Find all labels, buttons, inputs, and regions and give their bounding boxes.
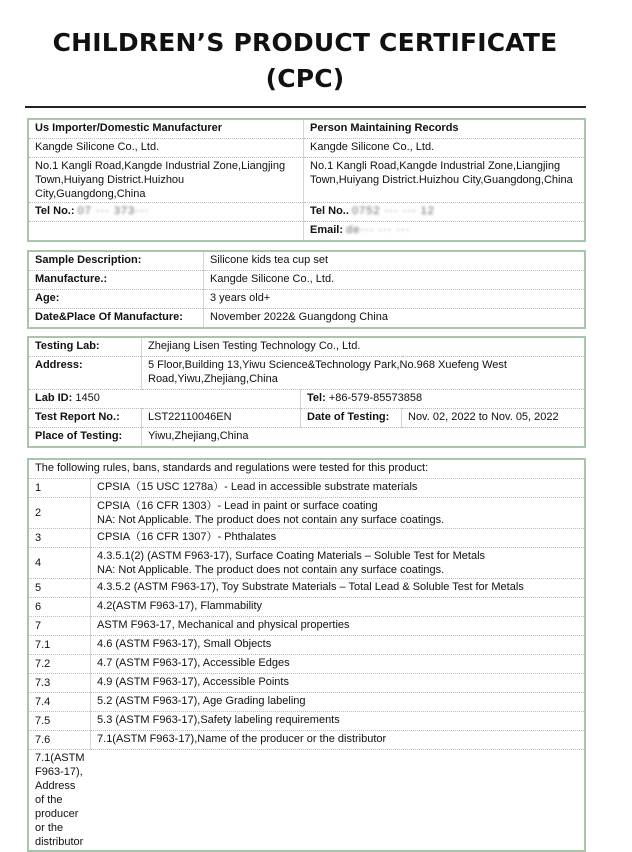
test-row — [28, 636, 585, 655]
records-tel-label: Tel No.. — [310, 205, 349, 217]
sample-row — [28, 309, 585, 329]
test-line: ASTM F963-17, Mechanical and physical properties — [97, 619, 350, 631]
test-row — [28, 731, 585, 750]
test-number: 7.4 — [28, 693, 91, 712]
lab-table — [27, 336, 586, 448]
sample-value: 3 years old+ — [204, 290, 586, 309]
test-row — [28, 598, 585, 617]
test-number: 4 — [28, 548, 91, 579]
report-label: Test Report No.: — [28, 409, 142, 428]
records-name: Kangde Silicone Co., Ltd. — [304, 139, 586, 158]
sample-row — [28, 271, 585, 290]
test-line: 4.3.5.1(2) (ASTM F963-17), Surface Coating Materials – Soluble Test for Metals — [97, 550, 486, 562]
records-email-label: Email: — [310, 224, 344, 236]
test-description — [91, 712, 585, 731]
test-line: 7.1(ASTM F963-17), Address of the producer or the distributor — [28, 750, 91, 852]
test-line: 4.7 (ASTM F963-17), Accessible Edges — [97, 657, 290, 669]
test-line: CPSIA（15 USC 1278a）- Lead in accessible substrate materials — [97, 481, 418, 493]
sample-row — [28, 290, 585, 309]
labid-label: Lab ID: — [35, 392, 73, 404]
date-value: Nov. 02, 2022 to Nov. 05, 2022 — [402, 409, 586, 428]
test-number: 7.3 — [28, 674, 91, 693]
importer-address: No.1 Kangli Road,Kangde Industrial Zone,Liangjing Town,Huiyang District.Huizhou City,Guangdong,China — [28, 158, 304, 203]
test-number: 7.1 — [28, 636, 91, 655]
test-description — [91, 548, 585, 579]
records-tel-value: 0752 ··· ··· 12 — [351, 205, 435, 217]
sample-label: Date&Place Of Manufacture: — [28, 309, 204, 329]
importer-tel-value: 07 ··· 373··· — [77, 205, 150, 217]
test-line: 7.1(ASTM F963-17),Name of the producer or the distributor — [91, 731, 585, 750]
records-email-value: de··· ··· ··· — [346, 224, 411, 236]
records-heading: Person Maintaining Records — [304, 119, 586, 139]
test-line: NA: Not Applicable. The product does not contain any surface coatings. — [97, 514, 445, 526]
importer-heading: Us Importer/Domestic Manufacturer — [28, 119, 304, 139]
sample-value: Kangde Silicone Co., Ltd. — [204, 271, 586, 290]
test-number: 2 — [28, 498, 91, 529]
test-number: 5 — [28, 579, 91, 598]
test-line: 4.9 (ASTM F963-17), Accessible Points — [97, 676, 289, 688]
test-number: 3 — [28, 529, 91, 548]
address-value: 5 Floor,Building 13,Yiwu Science&Technology Park,No.968 Xuefeng West Road,Yiwu,Zhejiang,China — [142, 357, 586, 390]
test-line: CPSIA（16 CFR 1307）- Phthalates — [97, 531, 277, 543]
test-line: 4.3.5.2 (ASTM F963-17), Toy Substrate Materials – Total Lead & Soluble Test for Metals — [97, 581, 524, 593]
sample-label: Age: — [28, 290, 204, 309]
test-line: 4.6 (ASTM F963-17), Small Objects — [97, 638, 272, 650]
test-line: 5.2 (ASTM F963-17), Age Grading labeling — [97, 695, 306, 707]
importer-name: Kangde Silicone Co., Ltd. — [28, 139, 304, 158]
labid-value: 1450 — [75, 392, 100, 404]
test-row — [28, 529, 585, 548]
title-line-1: CHILDREN’S PRODUCT CERTIFICATE — [52, 28, 558, 57]
test-number: 7.2 — [28, 655, 91, 674]
lab-tel-value: +86-579-85573858 — [328, 392, 423, 404]
test-number: 6 — [28, 598, 91, 617]
test-number: 7.5 — [28, 712, 91, 731]
records-address: No.1 Kangli Road,Kangde Industrial Zone,Liangjing Town,Huiyang District.Huizhou City,Guangdong,China — [304, 158, 586, 203]
test-row — [28, 479, 585, 498]
sample-label: Sample Description: — [28, 251, 204, 271]
place-value: Yiwu,Zhejiang,China — [142, 428, 586, 448]
test-description — [91, 479, 585, 498]
importer-tel-label: Tel No.: — [35, 205, 75, 217]
address-label: Address: — [28, 357, 142, 390]
lab-value: Zhejiang Lisen Testing Technology Co., Ltd. — [142, 337, 586, 357]
test-description — [91, 498, 585, 529]
sample-value: Silicone kids tea cup set — [204, 251, 586, 271]
sample-value: November 2022& Guangdong China — [204, 309, 586, 329]
test-row — [28, 712, 585, 731]
test-row — [28, 655, 585, 674]
tests-intro: The following rules, bans, standards and regulations were tested for this product: — [28, 459, 585, 479]
importer-table — [27, 118, 586, 242]
place-label: Place of Testing: — [28, 428, 142, 448]
test-description — [91, 598, 585, 617]
test-description — [91, 693, 585, 712]
test-line: CPSIA（16 CFR 1303）- Lead in paint or surface coating — [97, 500, 378, 512]
report-value: LST22110046EN — [142, 409, 301, 428]
test-row — [28, 674, 585, 693]
test-row — [28, 693, 585, 712]
test-line: NA: Not Applicable. The product does not contain any surface coatings. — [97, 564, 445, 576]
title-line-2: (CPC) — [265, 64, 345, 93]
divider — [25, 106, 586, 108]
sample-table — [27, 250, 586, 329]
test-number: 1 — [28, 479, 91, 498]
date-label: Date of Testing: — [301, 409, 402, 428]
lab-label: Testing Lab: — [28, 337, 142, 357]
sample-row — [28, 251, 585, 271]
test-description — [91, 674, 585, 693]
sample-label: Manufacture.: — [28, 271, 204, 290]
test-row — [28, 498, 585, 529]
test-row — [28, 617, 585, 636]
test-line: 5.3 (ASTM F963-17),Safety labeling requirements — [97, 714, 340, 726]
test-number: 7.6 — [28, 731, 91, 750]
test-description — [91, 529, 585, 548]
test-number: 7 — [28, 617, 91, 636]
test-description — [91, 655, 585, 674]
test-line: 4.2(ASTM F963-17), Flammability — [97, 600, 263, 612]
lab-tel-label: Tel: — [307, 392, 326, 404]
test-row — [28, 579, 585, 598]
test-row — [28, 750, 585, 852]
test-row — [28, 548, 585, 579]
test-description — [91, 617, 585, 636]
test-description — [91, 636, 585, 655]
test-description — [91, 579, 585, 598]
tests-table — [27, 458, 586, 852]
